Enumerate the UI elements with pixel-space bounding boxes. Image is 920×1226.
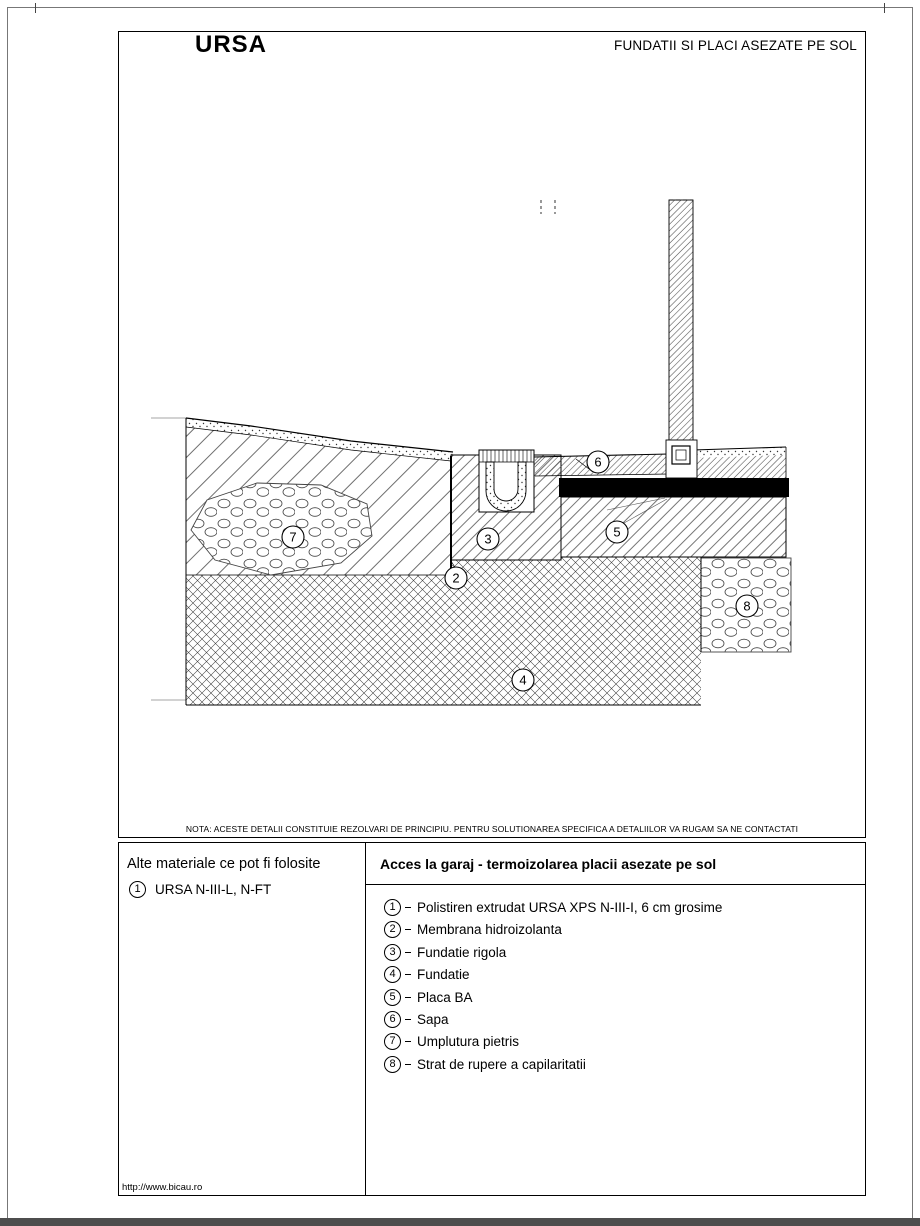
principle-note: NOTA: ACESTE DETALII CONSTITUIE REZOLVARI DE PRINCIPIU. PENTRU SOLUTIONAREA SPECIFICA A DETALIILOR VA RUGAM SA NE CONTACTATI	[185, 824, 799, 834]
foundation-area	[186, 557, 701, 705]
alt-material-item	[129, 881, 365, 898]
legend-item-2-label: Membrana hidroizolanta	[417, 922, 562, 938]
legend-list	[366, 885, 865, 1073]
legend-item-7	[384, 1033, 851, 1050]
wall-section	[666, 200, 697, 478]
page-bottom-edge	[0, 1218, 920, 1226]
legend-item-6-leader	[405, 1019, 411, 1020]
legend-title: Acces la garaj - termoizolarea placii asezate pe sol	[366, 843, 865, 885]
xps-insulation	[559, 478, 789, 497]
legend-item-7-leader	[405, 1041, 411, 1042]
legend-item-1	[384, 899, 851, 916]
legend-item-5-leader	[405, 997, 411, 998]
callout-5: 5	[613, 524, 621, 540]
legend-item-8	[384, 1056, 851, 1073]
callout-8: 8	[743, 598, 751, 614]
technical-drawing	[139, 198, 839, 728]
exterior-paving-layers	[693, 447, 786, 478]
registration-mark-left	[35, 3, 36, 13]
legend-item-2	[384, 921, 851, 938]
legend-item-7-label: Umplutura pietris	[417, 1034, 520, 1050]
title-block	[118, 31, 866, 59]
legend-item-1-label: Polistiren extrudat URSA XPS N-III-I, 6 cm grosime	[417, 900, 723, 915]
legend-item-1-number: 1	[384, 899, 401, 916]
legend-item-8-number: 8	[384, 1056, 401, 1073]
legend-item-5	[384, 989, 851, 1006]
callout-7: 7	[289, 529, 297, 545]
legend-item-8-label: Strat de rupere a capilaritatii	[417, 1056, 586, 1072]
alt-materials-title: Alte materiale ce pot fi folosite	[127, 856, 321, 872]
extension-lines	[151, 418, 186, 700]
legend-item-3-number: 3	[384, 944, 401, 961]
legend-item-6	[384, 1011, 851, 1028]
legend-item-5-label: Placa BA	[417, 989, 473, 1005]
callout-2: 2	[452, 570, 460, 586]
legend-item-4-leader	[405, 974, 411, 975]
legend-item-5-number: 5	[384, 989, 401, 1006]
legend-item-2-leader	[405, 929, 411, 930]
legend-item-8-leader	[405, 1064, 411, 1065]
legend-item-3-label: Fundatie rigola	[417, 944, 507, 960]
legend-item-7-number: 7	[384, 1033, 401, 1050]
alt-item-number: 1	[129, 881, 146, 898]
callout-3: 3	[484, 531, 492, 547]
sheet-title: FUNDATII SI PLACI ASEZATE PE SOL	[614, 37, 857, 53]
drawing-area	[118, 58, 866, 838]
ursa-logo: URSA	[195, 31, 268, 58]
legend-item-2-number: 2	[384, 921, 401, 938]
legend-item-1-leader	[405, 907, 411, 908]
break-marks	[541, 200, 555, 214]
legend-item-3	[384, 944, 851, 961]
alt-materials-panel	[118, 842, 366, 1196]
legend-panel	[366, 842, 866, 1196]
alt-item-label: URSA N-III-L, N-FT	[155, 882, 272, 897]
legend-item-4-number: 4	[384, 966, 401, 983]
drain-channel	[479, 450, 534, 512]
website-url[interactable]: http://www.bicau.ro	[122, 1182, 203, 1193]
legend-item-6-number: 6	[384, 1011, 401, 1028]
callout-6: 6	[594, 454, 602, 470]
callout-4: 4	[519, 672, 527, 688]
slab-ba	[561, 497, 786, 557]
legend-item-3-leader	[405, 952, 411, 953]
legend-item-6-label: Sapa	[417, 1011, 449, 1027]
legend-item-4	[384, 966, 851, 983]
legend-item-4-label: Fundatie	[417, 967, 470, 983]
registration-mark-right	[884, 3, 885, 13]
